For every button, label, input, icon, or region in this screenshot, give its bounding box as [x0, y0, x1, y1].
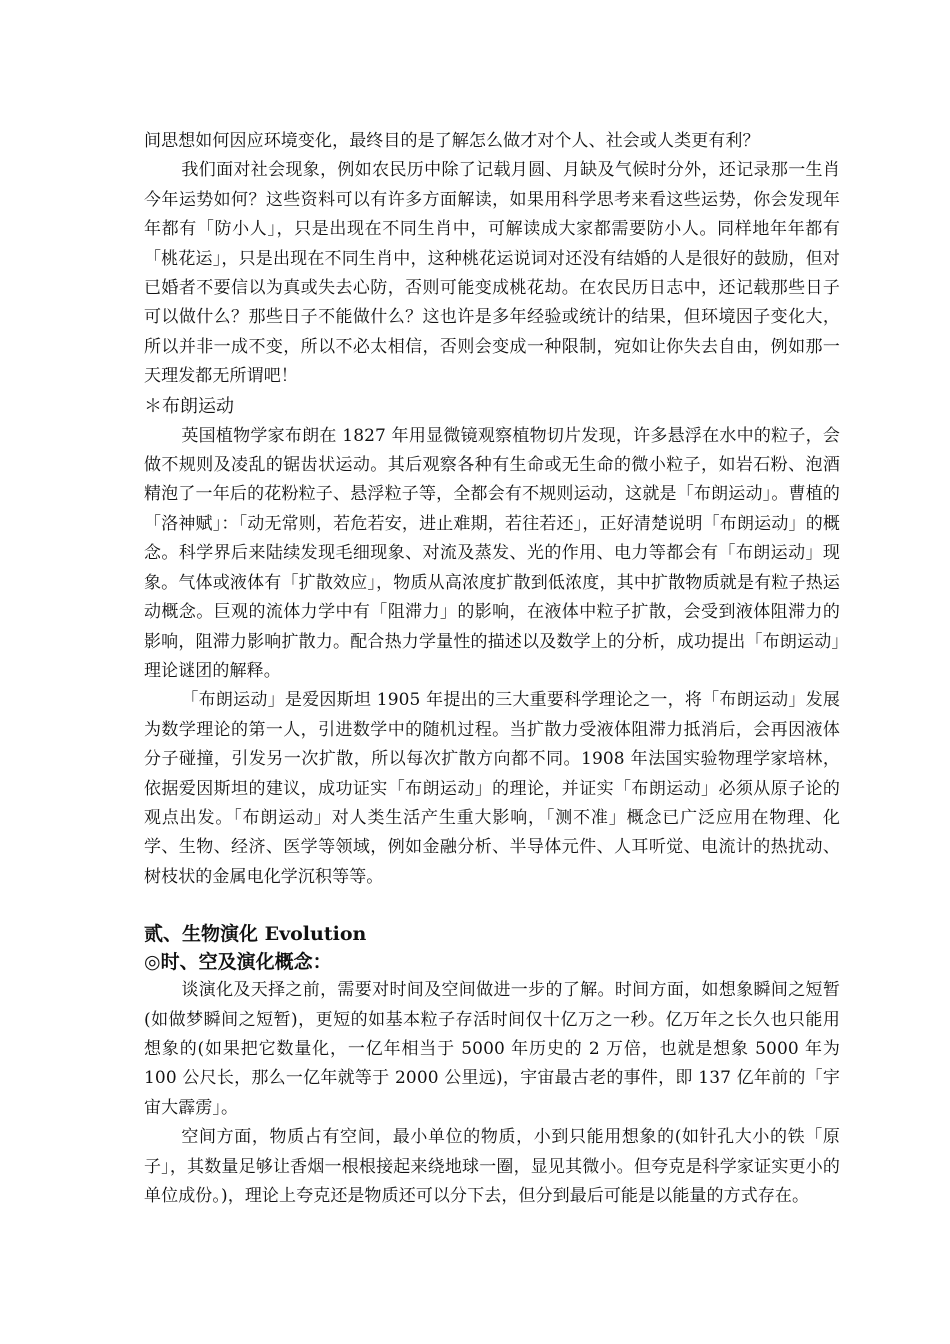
- paragraph-space: 空间方面，物质占有空间，最小单位的物质，小到只能用想象的(如针孔大小的铁「原子」，其数量足够让香烟一根根接起来绕地球一圈，显见其微小。但夸克是科学家证实更小的单位成份。)，理论上夸克还是物质还可以分下去，但分到最后可能是以能量的方式存在。: [144, 1127, 840, 1206]
- paragraph-farmers-almanac: 我们面对社会现象，例如农民历中除了记载月圆、月缺及气候时分外，还记录那一生肖今年运势如何？这些资料可以有许多方面解读，如果用科学思考来看这些运势，你会发现年年都有「防小人」，只是出现在不同生肖中，可解读成大家都需要防小人。同样地年年都有「桃花运」，只是出现在不同生肖中，这种桃花运说词对还没有结婚的人是很好的鼓励，但对已婚者不要信以为真或失去心防，否则可能变成桃花劫。在农民历日志中，还记载那些日子可以做什么？那些日子不能做什么？这也许是多年经验或统计的结果，但环境因子变化大，所以并非一成不变，所以不必太相信，否则会变成一种限制，宛如让你失去自由，例如那一天理发都无所谓吧！: [144, 160, 840, 387]
- paragraph-time: 谈演化及天择之前，需要对时间及空间做进一步的了解。时间方面，如想象瞬间之短暂(如做梦瞬间之短暂)，更短的如基本粒子存活时间仅十亿万之一秒。亿万年之长久也只能用想象的(如果把它数量化，一亿年相当于 5000 年历史的 2 万倍，也就是想象 5000 年为 100 公尺长，那么一亿年就等于 2000 公里远)，宇宙最古老的事件，即 137 亿年前的「宇宙大霹雳」。: [144, 980, 840, 1118]
- subtitle-time-space: ◎时、空及演化概念：: [144, 951, 332, 974]
- paragraph-brown-discovery: 英国植物学家布朗在 1827 年用显微镜观察植物切片发现，许多悬浮在水中的粒子，会做不规则及凌乱的锯齿状运动。其后观察各种有生命或无生命的微小粒子，如岩石粉、泡酒精泡了一年后的花粉粒子、悬浮粒子等，全都会有不规则运动，这就是「布朗运动」。曹植的「洛神赋」：「动无常则，若危若安，进止难期，若往若还」，正好清楚说明「布朗运动」的概念。科学界后来陆续发现毛细现象、对流及蒸发、光的作用、电力等都会有「布朗运动」现象。气体或液体有「扩散效应」，物质从高浓度扩散到低浓度，其中扩散物质就是有粒子热运动概念。巨观的流体力学中有「阻滞力」的影响，在液体中粒子扩散，会受到液体阻滞力的影响，阻滞力影响扩散力。配合热力学量性的描述以及数学上的分析，成功提出「布朗运动」理论谜团的解释。: [144, 425, 840, 681]
- section-title-evolution: 贰、生物演化 Evolution: [144, 923, 367, 946]
- section-spacer: [144, 892, 840, 920]
- heading-brownian-motion: ＊布朗运动: [144, 395, 234, 417]
- document-body: [144, 127, 840, 1211]
- paragraph-continuation: 间思想如何因应环境变化，最终目的是了解怎么做才对个人、社会或人类更有利？: [144, 131, 760, 151]
- paragraph-einstein-brownian: 「布朗运动」是爱因斯坦 1905 年提出的三大重要科学理论之一，将「布朗运动」发展为数学理论的第一人，引进数学中的随机过程。当扩散力受液体阻滞力抵消后，会再因液体分子碰撞，引发另一次扩散，所以每次扩散方向都不同。1908 年法国实验物理学家培林，依据爱因斯坦的建议，成功证实「布朗运动」的理论，并证实「布朗运动」必须从原子论的观点出发。「布朗运动」对人类生活产生重大影响，「测不准」概念已广泛应用在物理、化学、生物、经济、医学等领域，例如金融分析、半导体元件、人耳听觉、电流计的热扰动、树枝状的金属电化学沉积等等。: [144, 690, 840, 887]
